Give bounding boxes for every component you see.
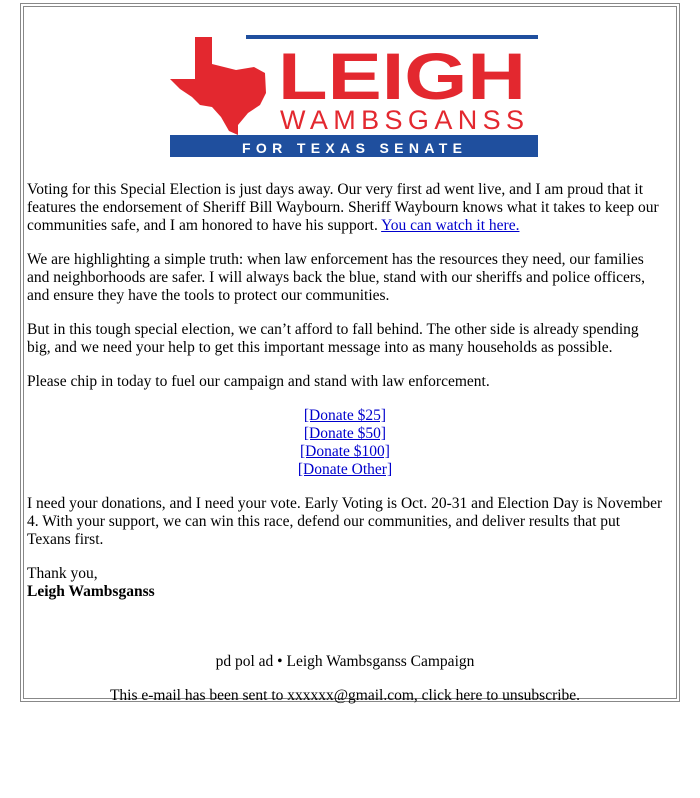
texas-map-icon <box>170 37 266 135</box>
paragraph-law-enforcement: We are highlighting a simple truth: when law enforcement has the resources they need, our families and neighborhoods are safer. I will always back the blue, stand with our sheriffs and police officers, and ensure they have the tools to protect our communities. <box>27 251 645 304</box>
campaign-logo <box>166 27 538 157</box>
donate-25-link[interactable]: [Donate $25] <box>303 407 387 424</box>
email-container <box>20 3 680 702</box>
paragraph-vote: I need your donations, and I need your vote. Early Voting is Oct. 20-31 and Election Day is November 4. With your support, we can win this race, defend our communities, and deliver results that put Texans first. <box>27 495 663 548</box>
logo-name-top: LEIGH <box>278 39 526 113</box>
donate-other-link[interactable]: [Donate Other] <box>297 461 393 478</box>
donate-50-link[interactable]: [Donate $50] <box>303 425 387 442</box>
email-body <box>27 181 663 705</box>
disclaimer: pd pol ad • Leigh Wambsganss Campaign <box>215 653 475 670</box>
paragraph-fundraising: But in this tough special election, we can’t afford to fall behind. The other side is already spending big, and we need your help to get this important message into as many households as possible. <box>27 321 639 356</box>
logo-tagline: FOR TEXAS SENATE <box>242 140 462 156</box>
paragraph-chip-in: Please chip in today to fuel our campaign and stand with law enforcement. <box>27 373 490 390</box>
unsubscribe-link[interactable]: This e-mail has been sent to xxxxxx@gmail.com, click here to unsubscribe. <box>109 687 581 704</box>
donate-100-link[interactable]: [Donate $100] <box>300 443 390 460</box>
donate-links <box>27 407 663 479</box>
paragraph-intro: Voting for this Special Election is just days away. Our very first ad went live, and I am proud that it features the endorsement of Sheriff Bill Waybourn. Sheriff Waybourn knows what it takes to keep our communities safe, and I am honored to have his support. You can watch it here. <box>27 181 659 234</box>
logo-name-bottom: WAMBSGANSS <box>280 105 524 135</box>
email-inner-frame <box>23 6 677 704</box>
signoff: Thank you, <box>27 565 98 582</box>
watch-ad-link[interactable]: You can watch it here. <box>381 217 520 234</box>
signature: Leigh Wambsganss <box>27 583 155 600</box>
